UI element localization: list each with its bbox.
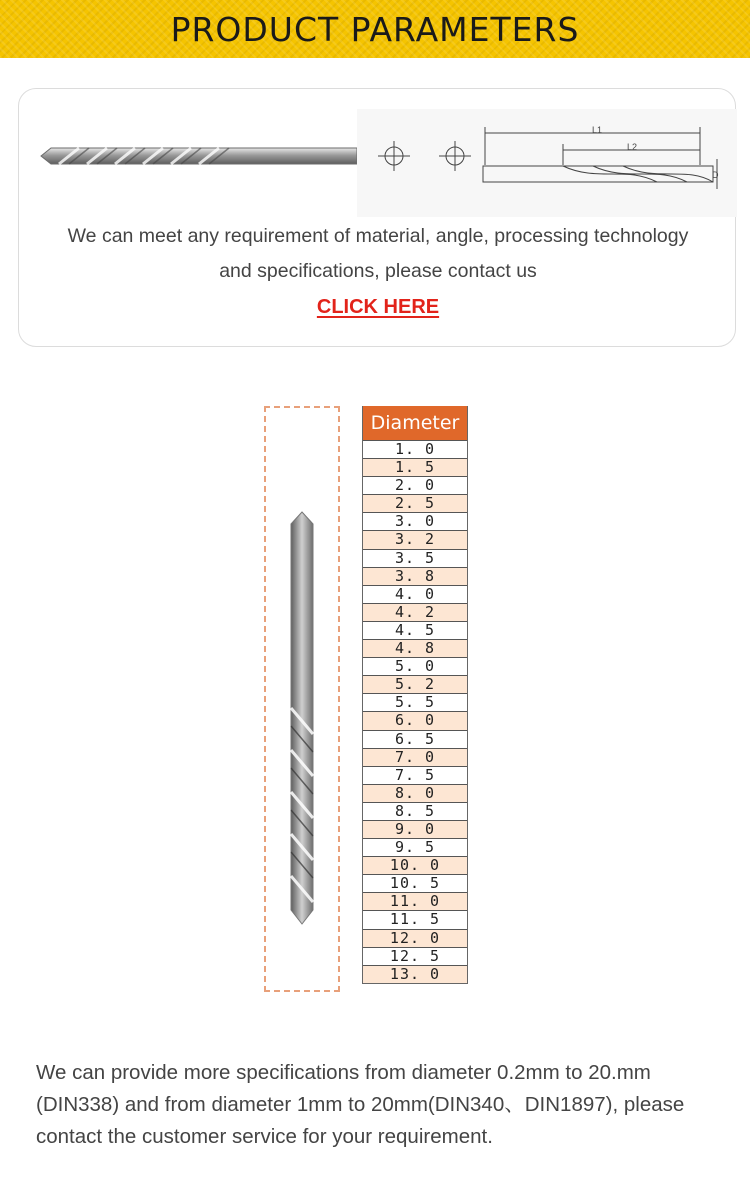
diameter-table-header: Diameter (363, 406, 467, 440)
card-description (19, 219, 737, 289)
table-row: 1. 0 (363, 440, 467, 458)
table-row: 5. 0 (363, 657, 467, 675)
dimension-label-d: D (712, 170, 719, 180)
drill-bit-vertical-photo (266, 408, 338, 990)
page-title: PRODUCT PARAMETERS (170, 9, 580, 49)
card-line-2: and specifications, please contact us (219, 260, 537, 282)
table-row: 5. 2 (363, 675, 467, 693)
table-row: 9. 0 (363, 820, 467, 838)
table-row: 8. 5 (363, 802, 467, 820)
click-here-link[interactable]: CLICK HERE (316, 296, 440, 318)
drill-image-frame (264, 406, 340, 992)
table-row: 3. 2 (363, 530, 467, 548)
table-row: 7. 0 (363, 748, 467, 766)
table-row: 6. 5 (363, 730, 467, 748)
table-row: 4. 2 (363, 603, 467, 621)
diameter-table (362, 406, 468, 984)
table-row: 13. 0 (363, 965, 467, 983)
table-row: 2. 5 (363, 494, 467, 512)
dimension-label-l2: L2 (627, 142, 638, 152)
table-row: 12. 5 (363, 947, 467, 965)
card-line-1: We can meet any requirement of material, angle, processing technology (67, 225, 689, 247)
table-row: 11. 5 (363, 910, 467, 928)
table-row: 4. 5 (363, 621, 467, 639)
table-row: 12. 0 (363, 929, 467, 947)
info-card (18, 88, 736, 347)
cta-wrapper (19, 296, 737, 319)
table-row: 3. 5 (363, 549, 467, 567)
table-row: 10. 0 (363, 856, 467, 874)
dimension-label-l1: L1 (592, 125, 603, 135)
table-row: 3. 0 (363, 512, 467, 530)
specifications-note: We can provide more specifications from diameter 0.2mm to 20.mm (DIN338) and from diameter 1mm to 20mm(DIN340、DIN1897), please contact the customer service for your requirement. (36, 1061, 685, 1148)
drill-bit-photo (39, 139, 359, 173)
table-row: 2. 0 (363, 476, 467, 494)
table-row: 9. 5 (363, 838, 467, 856)
table-row: 5. 5 (363, 693, 467, 711)
table-row: 1. 5 (363, 458, 467, 476)
table-row: 7. 5 (363, 766, 467, 784)
table-row: 11. 0 (363, 892, 467, 910)
table-row: 10. 5 (363, 874, 467, 892)
title-banner (0, 0, 750, 58)
technical-drawing (357, 109, 737, 217)
table-row: 4. 0 (363, 585, 467, 603)
table-row: 6. 0 (363, 711, 467, 729)
table-row: 8. 0 (363, 784, 467, 802)
diameter-table-body (363, 440, 467, 983)
table-row: 3. 8 (363, 567, 467, 585)
table-row: 4. 8 (363, 639, 467, 657)
